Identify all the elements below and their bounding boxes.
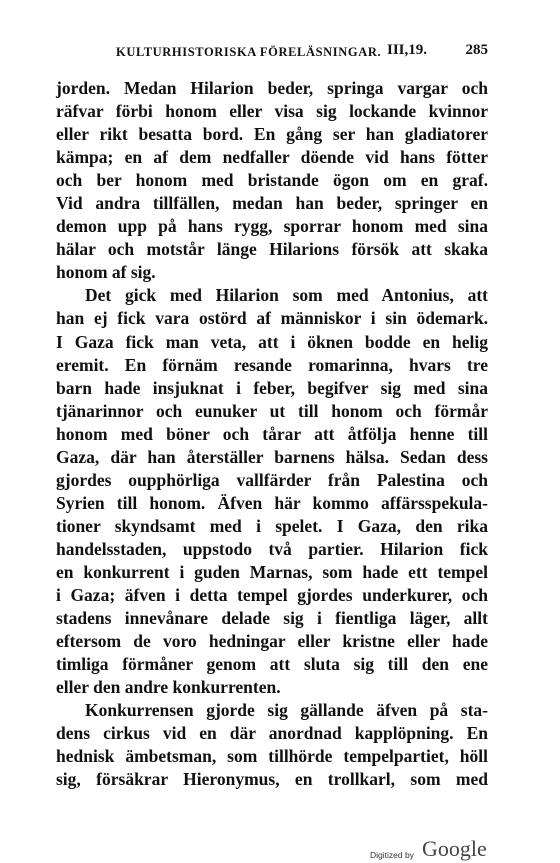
- running-title: KULTURHISTORISKA FÖRELÄSNINGAR.: [116, 45, 382, 59]
- text-line: honom af sig.: [56, 262, 156, 283]
- text-line: Det gick med Hilarion som med Antonius, att: [85, 285, 488, 306]
- text-line: jorden. Medan Hilarion beder, springa vargar och: [56, 78, 488, 98]
- text-line: stadens innevånare delade sig i fientliga läger, allt: [56, 608, 488, 629]
- text-line: tjänarinnor och eunuker ut till honom och förmår: [56, 400, 488, 421]
- text-line: honom med böner och tårar att åtfölja henne till: [56, 423, 488, 444]
- text-line: eremit. En förnäm resande romarinna, hvars tre: [56, 354, 488, 375]
- text-line: han ej fick vara ostörd af människor i sin ödemark.: [56, 308, 488, 329]
- text-line: Vid andra tillfällen, medan han beder, springer en: [56, 193, 488, 214]
- section-reference: III,19.: [387, 42, 428, 58]
- text-line: hednisk ämbetsman, som tillhörde tempelpartiet, höll: [56, 746, 488, 767]
- watermark-prefix: Digitized by: [370, 850, 414, 860]
- text-line: en konkurrent i guden Marnas, som hade ett tempel: [56, 561, 488, 582]
- body-text: [56, 77, 488, 791]
- text-line: barn hade insjuknat i feber, begifver sig med sina: [56, 377, 488, 398]
- text-line: Syrien till honom. Äfven här kommo affärsspekula-: [56, 492, 488, 513]
- text-line: och ber honom med bristande ögon om en graf.: [56, 170, 488, 191]
- text-line: demon upp på hans rygg, sporrar honom med sina: [56, 216, 488, 237]
- page-number: 285: [465, 42, 488, 58]
- text-line: I Gaza fick man veta, att i öknen bodde en helig: [56, 331, 488, 352]
- text-line: Konkurrensen gjorde sig gällande äfven på sta-: [85, 700, 488, 721]
- text-line: gjordes oupphörliga vallfärder från Palestina och: [56, 469, 488, 490]
- text-line: i Gaza; äfven i detta tempel gjordes underkurer, och: [56, 585, 488, 606]
- text-line: handelsstaden, uppstodo två partier. Hilarion fick: [56, 538, 488, 559]
- text-line: tioner skyndsamt med i spelet. I Gaza, den rika: [56, 515, 488, 536]
- text-line: eller rikt besatta bord. En gång ser han gladiatorer: [56, 124, 488, 145]
- text-line: timliga förmåner genom att sluta sig till den ene: [56, 654, 488, 675]
- text-line: dens cirkus vid en där anordnad kapplöpning. En: [56, 723, 488, 744]
- text-line: eller den andre konkurrenten.: [56, 677, 281, 698]
- digitized-watermark: [370, 836, 500, 862]
- text-line: Gaza, där han återställer barnens hälsa. Sedan dess: [56, 446, 488, 467]
- text-line: kämpa; en af dem nedfaller döende vid hans fötter: [56, 147, 488, 168]
- running-header: [56, 42, 488, 62]
- text-line: sig, försäkrar Hieronymus, en trollkarl, som med: [56, 769, 488, 790]
- text-line: räfvar förbi honom eller visa sig lockande kvinnor: [56, 101, 488, 122]
- text-line: eftersom de voro hedningar eller kristne eller hade: [56, 631, 488, 652]
- google-logo: Google: [422, 836, 487, 861]
- text-line: hälar och motstår länge Hilarions försök att skaka: [56, 239, 488, 260]
